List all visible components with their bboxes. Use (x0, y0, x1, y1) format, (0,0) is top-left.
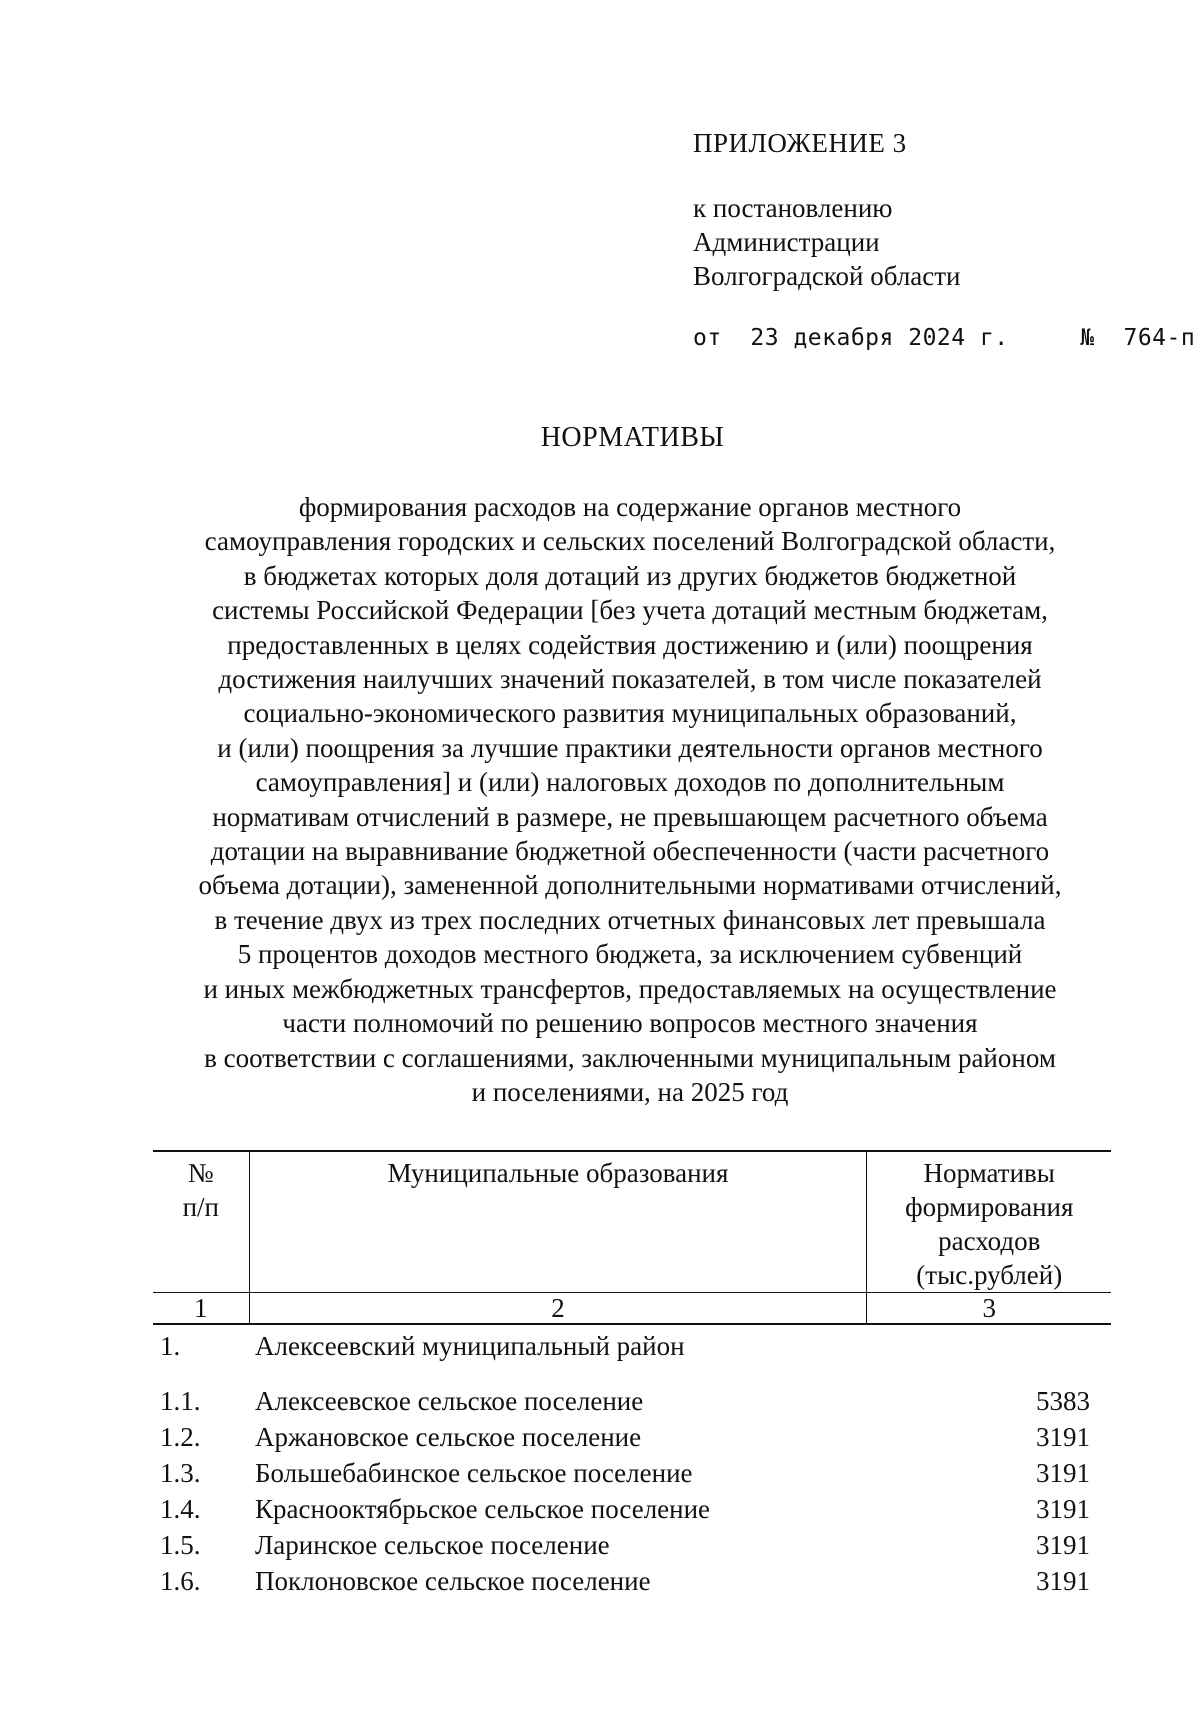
appendix-line-3: Волгоградской области (693, 261, 961, 291)
column-number: 1 (153, 1293, 249, 1325)
norm-value: 3191 (1036, 1494, 1090, 1524)
norm-value: 3191 (1036, 1458, 1090, 1488)
table-row (160, 1563, 1090, 1599)
settlement-name: Большебабинское сельское поселение (255, 1458, 693, 1488)
subtitle-line: и поселениями, на 2025 год (471, 1076, 789, 1107)
row-number: 1.3. (160, 1458, 201, 1488)
header-name (249, 1151, 867, 1293)
header-norms (867, 1151, 1111, 1293)
resolution-date-line (693, 321, 1195, 355)
row-number: 1.6. (160, 1566, 201, 1596)
table-row (160, 1419, 1090, 1455)
header-norms-line: Нормативы (923, 1158, 1055, 1188)
norm-value: 5383 (1036, 1386, 1090, 1416)
subtitle-line: социально-экономического развития муниципальных образований, (243, 698, 1017, 729)
table-header-row (153, 1151, 1111, 1293)
appendix-line-2: Администрации (693, 227, 880, 257)
row-number: 1.1. (160, 1386, 201, 1416)
settlement-name: Ларинское сельское поселение (255, 1530, 610, 1560)
header-norms-line: (тыс.рублей) (916, 1260, 1063, 1290)
number-sign: № (1080, 325, 1095, 351)
subtitle-line: самоуправления городских и сельских поселений Волгоградской области, (204, 526, 1056, 557)
table-row (160, 1383, 1090, 1419)
table-row (160, 1527, 1090, 1563)
document-title: НОРМАТИВЫ (540, 422, 725, 453)
subtitle-line: и иных межбюджетных трансфертов, предоставляемых на осуществление (203, 973, 1057, 1004)
subtitle-line: достижения наилучших значений показателей, в том числе показателей (218, 664, 1042, 695)
header-name-label: Муниципальные образования (387, 1158, 729, 1188)
subtitle-line: 5 процентов доходов местного бюджета, за исключением субвенций (237, 939, 1023, 970)
column-number: 3 (867, 1293, 1111, 1325)
settlement-name: Алексеевское сельское поселение (255, 1386, 644, 1416)
row-number: 1.2. (160, 1422, 201, 1452)
district-row (160, 1328, 1090, 1383)
norm-value: 3191 (1036, 1566, 1090, 1596)
resolution-date: 23 декабря 2024 г. (750, 325, 1009, 351)
subtitle-line: предоставленных в целях содействия достижению и (или) поощрения (227, 629, 1033, 660)
norm-value: 3191 (1036, 1422, 1090, 1452)
norms-table-header (153, 1150, 1111, 1325)
appendix-title: ПРИЛОЖЕНИЕ 3 (693, 128, 907, 158)
subtitle-line: объема дотации), замененной дополнительными нормативами отчислений, (198, 870, 1062, 901)
header-norms-line: расходов (938, 1226, 1041, 1256)
table-row (160, 1491, 1090, 1527)
norm-value: 3191 (1036, 1530, 1090, 1560)
subtitle-line: формирования расходов на содержание органов местного (298, 492, 962, 522)
norms-table-body (160, 1328, 1090, 1599)
resolution-number: 764-п (1123, 325, 1196, 351)
column-number-row (153, 1293, 1111, 1325)
settlement-name: Краснооктябрьское сельское поселение (255, 1494, 711, 1524)
header-num-line: п/п (182, 1192, 219, 1222)
row-number: 1.4. (160, 1494, 201, 1524)
appendix-block (693, 126, 1195, 355)
subtitle-line: в бюджетах которых доля дотаций из других бюджетов бюджетной (243, 560, 1017, 591)
subtitle-line: в соответствии с соглашениями, заключенными муниципальным районом (204, 1042, 1056, 1073)
subtitle-line: в течение двух из трех последних отчетных финансовых лет превышала (214, 904, 1046, 935)
date-prefix: от (693, 325, 722, 351)
subtitle-line: и (или) поощрения за лучшие практики деятельности органов местного (217, 732, 1043, 763)
header-num-line: № (187, 1158, 214, 1188)
settlement-name: Аржановское сельское поселение (255, 1422, 642, 1452)
subtitle-line: дотации на выравнивание бюджетной обеспеченности (части расчетного (210, 836, 1050, 867)
subtitle-line: части полномочий по решению вопросов местного значения (282, 1008, 978, 1039)
subtitle-line: системы Российской Федерации [без учета дотаций местным бюджетам, (212, 595, 1048, 626)
subtitle-line: самоуправления] и (или) налоговых доходов по дополнительным (255, 767, 1005, 798)
header-norms-line: формирования (905, 1192, 1074, 1222)
appendix-line-1: к постановлению (693, 193, 893, 223)
row-number: 1.5. (160, 1530, 201, 1560)
column-number: 2 (249, 1293, 867, 1325)
header-num (153, 1151, 249, 1293)
row-number: 1. (160, 1331, 181, 1361)
settlement-name: Поклоновское сельское поселение (255, 1566, 651, 1596)
document-subtitle (160, 490, 1100, 1109)
district-name: Алексеевский муниципальный район (255, 1331, 685, 1361)
subtitle-line: нормативам отчислений в размере, не превышающем расчетного объема (212, 801, 1048, 832)
table-row (160, 1455, 1090, 1491)
